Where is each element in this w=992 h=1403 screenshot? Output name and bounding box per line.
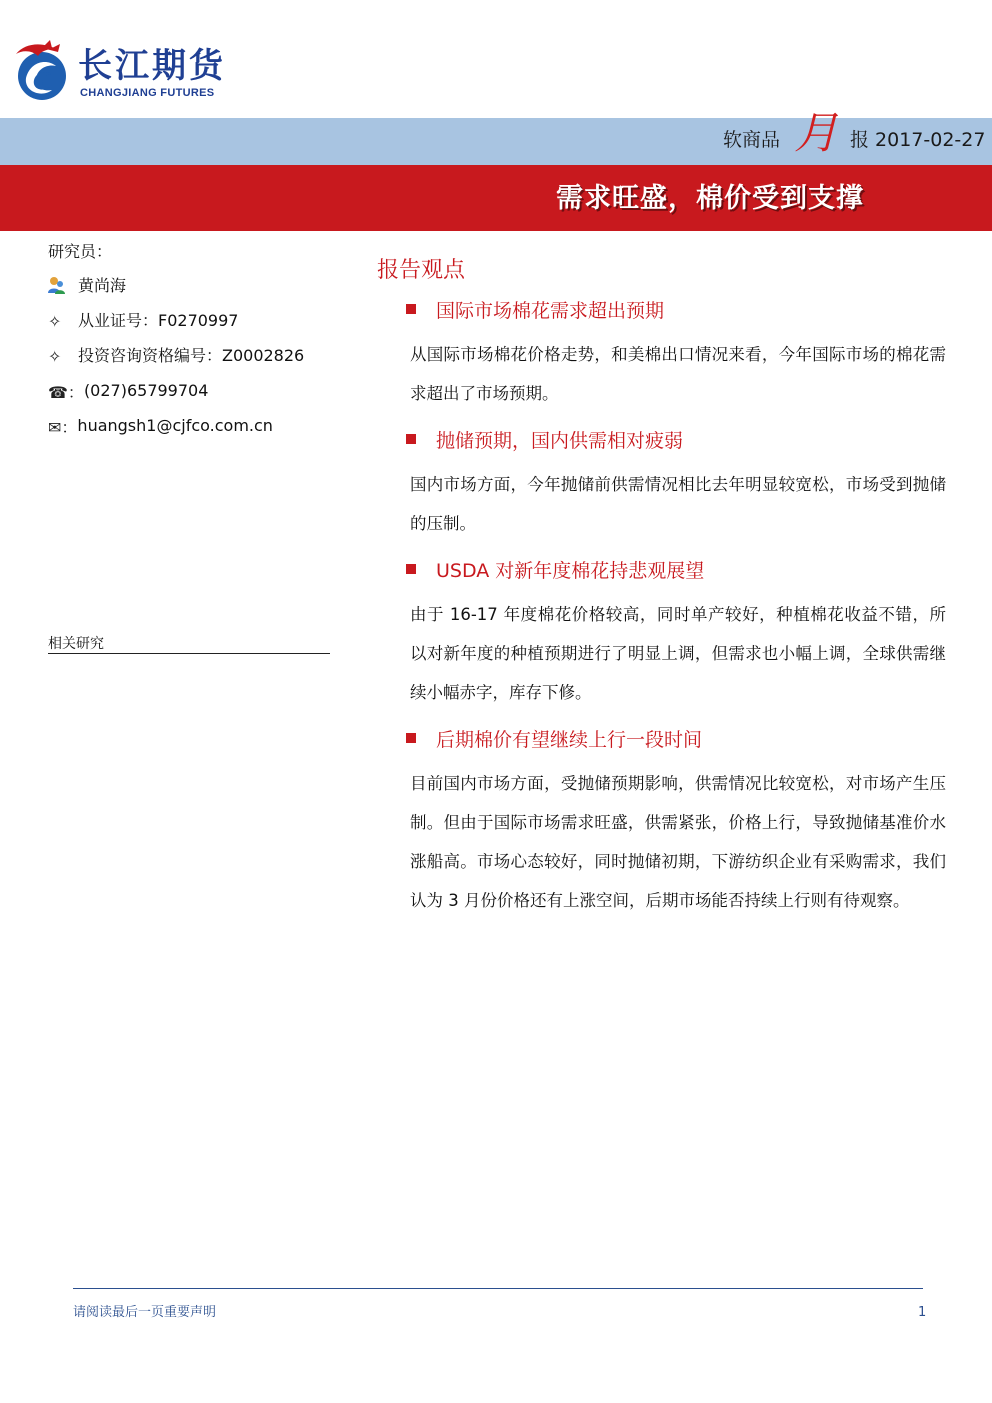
section-body: 目前国内市场方面，受抛储预期影响，供需情况比较宽松，对市场产生压制。但由于国际市场需求旺盛，供需紧张，价格上行，导致抛储基准价水涨船高。市场心态较好，同时抛储初期，下游纺织企业有采购需求，我们认为 3 月份价格还有上涨空间，后期市场能否持续上行则有待观察。: [410, 774, 946, 910]
dragon-logo-icon: [12, 40, 72, 102]
license-row: [48, 310, 238, 332]
logo-english-text: CHANGJIANG FUTURES: [80, 87, 215, 99]
phone-row: [48, 380, 208, 402]
section-title: 后期棉价有望继续上行一段时间: [406, 724, 702, 752]
section-title: 抛储预期，国内供需相对疲弱: [406, 425, 683, 453]
diamond-icon: ✧: [48, 346, 62, 366]
section-title: 国际市场棉花需求超出预期: [406, 295, 664, 323]
phone-icon: ☎：: [48, 382, 84, 402]
monthly-mark: 月: [794, 108, 838, 159]
email-address[interactable]: huangsh1@cjfco.com.cn: [77, 416, 273, 435]
logo-chinese-text: 长江期货: [78, 46, 226, 86]
section-body: 从国际市场棉花价格走势，和美棉出口情况来看，今年国际市场的棉花需求超出了市场预期。: [410, 345, 946, 403]
diamond-icon: ✧: [48, 311, 62, 331]
report-date: 报 2017-02-27: [850, 129, 986, 151]
researcher-name-row: [48, 275, 126, 297]
divider: [48, 653, 330, 654]
qualification-number: 投资咨询资格编号：Z0002826: [78, 346, 305, 365]
section-body: 由于 16-17 年度棉花价格较高，同时单产较好，种植棉花收益不错，所以对新年度的种植预期进行了明显上调，但需求也小幅上调，全球供需继续小幅赤字，库存下修。: [410, 605, 946, 702]
report-category: 软商品: [722, 129, 780, 151]
email-row: [48, 415, 273, 437]
bullet-square-icon: [406, 434, 416, 444]
envelope-icon: ✉：: [48, 417, 78, 437]
company-logo: [12, 40, 252, 104]
phone-number: (027)65799704: [83, 381, 209, 400]
page-number: 1: [918, 1305, 927, 1320]
section-body: 国内市场方面，今年抛储前供需情况相比去年明显较宽松，市场受到抛储的压制。: [410, 475, 946, 533]
license-number: 从业证号：F0270997: [78, 311, 239, 330]
bullet-square-icon: [406, 733, 416, 743]
bullet-square-icon: [406, 304, 416, 314]
header-band: [0, 118, 992, 165]
bullet-square-icon: [406, 564, 416, 574]
footer-divider: [73, 1288, 923, 1289]
report-title: 需求旺盛，棉价受到支撑: [556, 183, 864, 214]
section-heading: 报告观点: [377, 258, 466, 283]
person-icon: [48, 275, 78, 297]
related-research-label: 相关研究: [48, 636, 104, 652]
qualification-row: [48, 345, 304, 367]
researcher-label: 研究员：: [48, 242, 113, 261]
researcher-name: 黄尚海: [78, 276, 127, 295]
disclaimer-note: 请阅读最后一页重要声明: [73, 1305, 217, 1320]
section-title: USDA 对新年度棉花持悲观展望: [406, 555, 704, 583]
